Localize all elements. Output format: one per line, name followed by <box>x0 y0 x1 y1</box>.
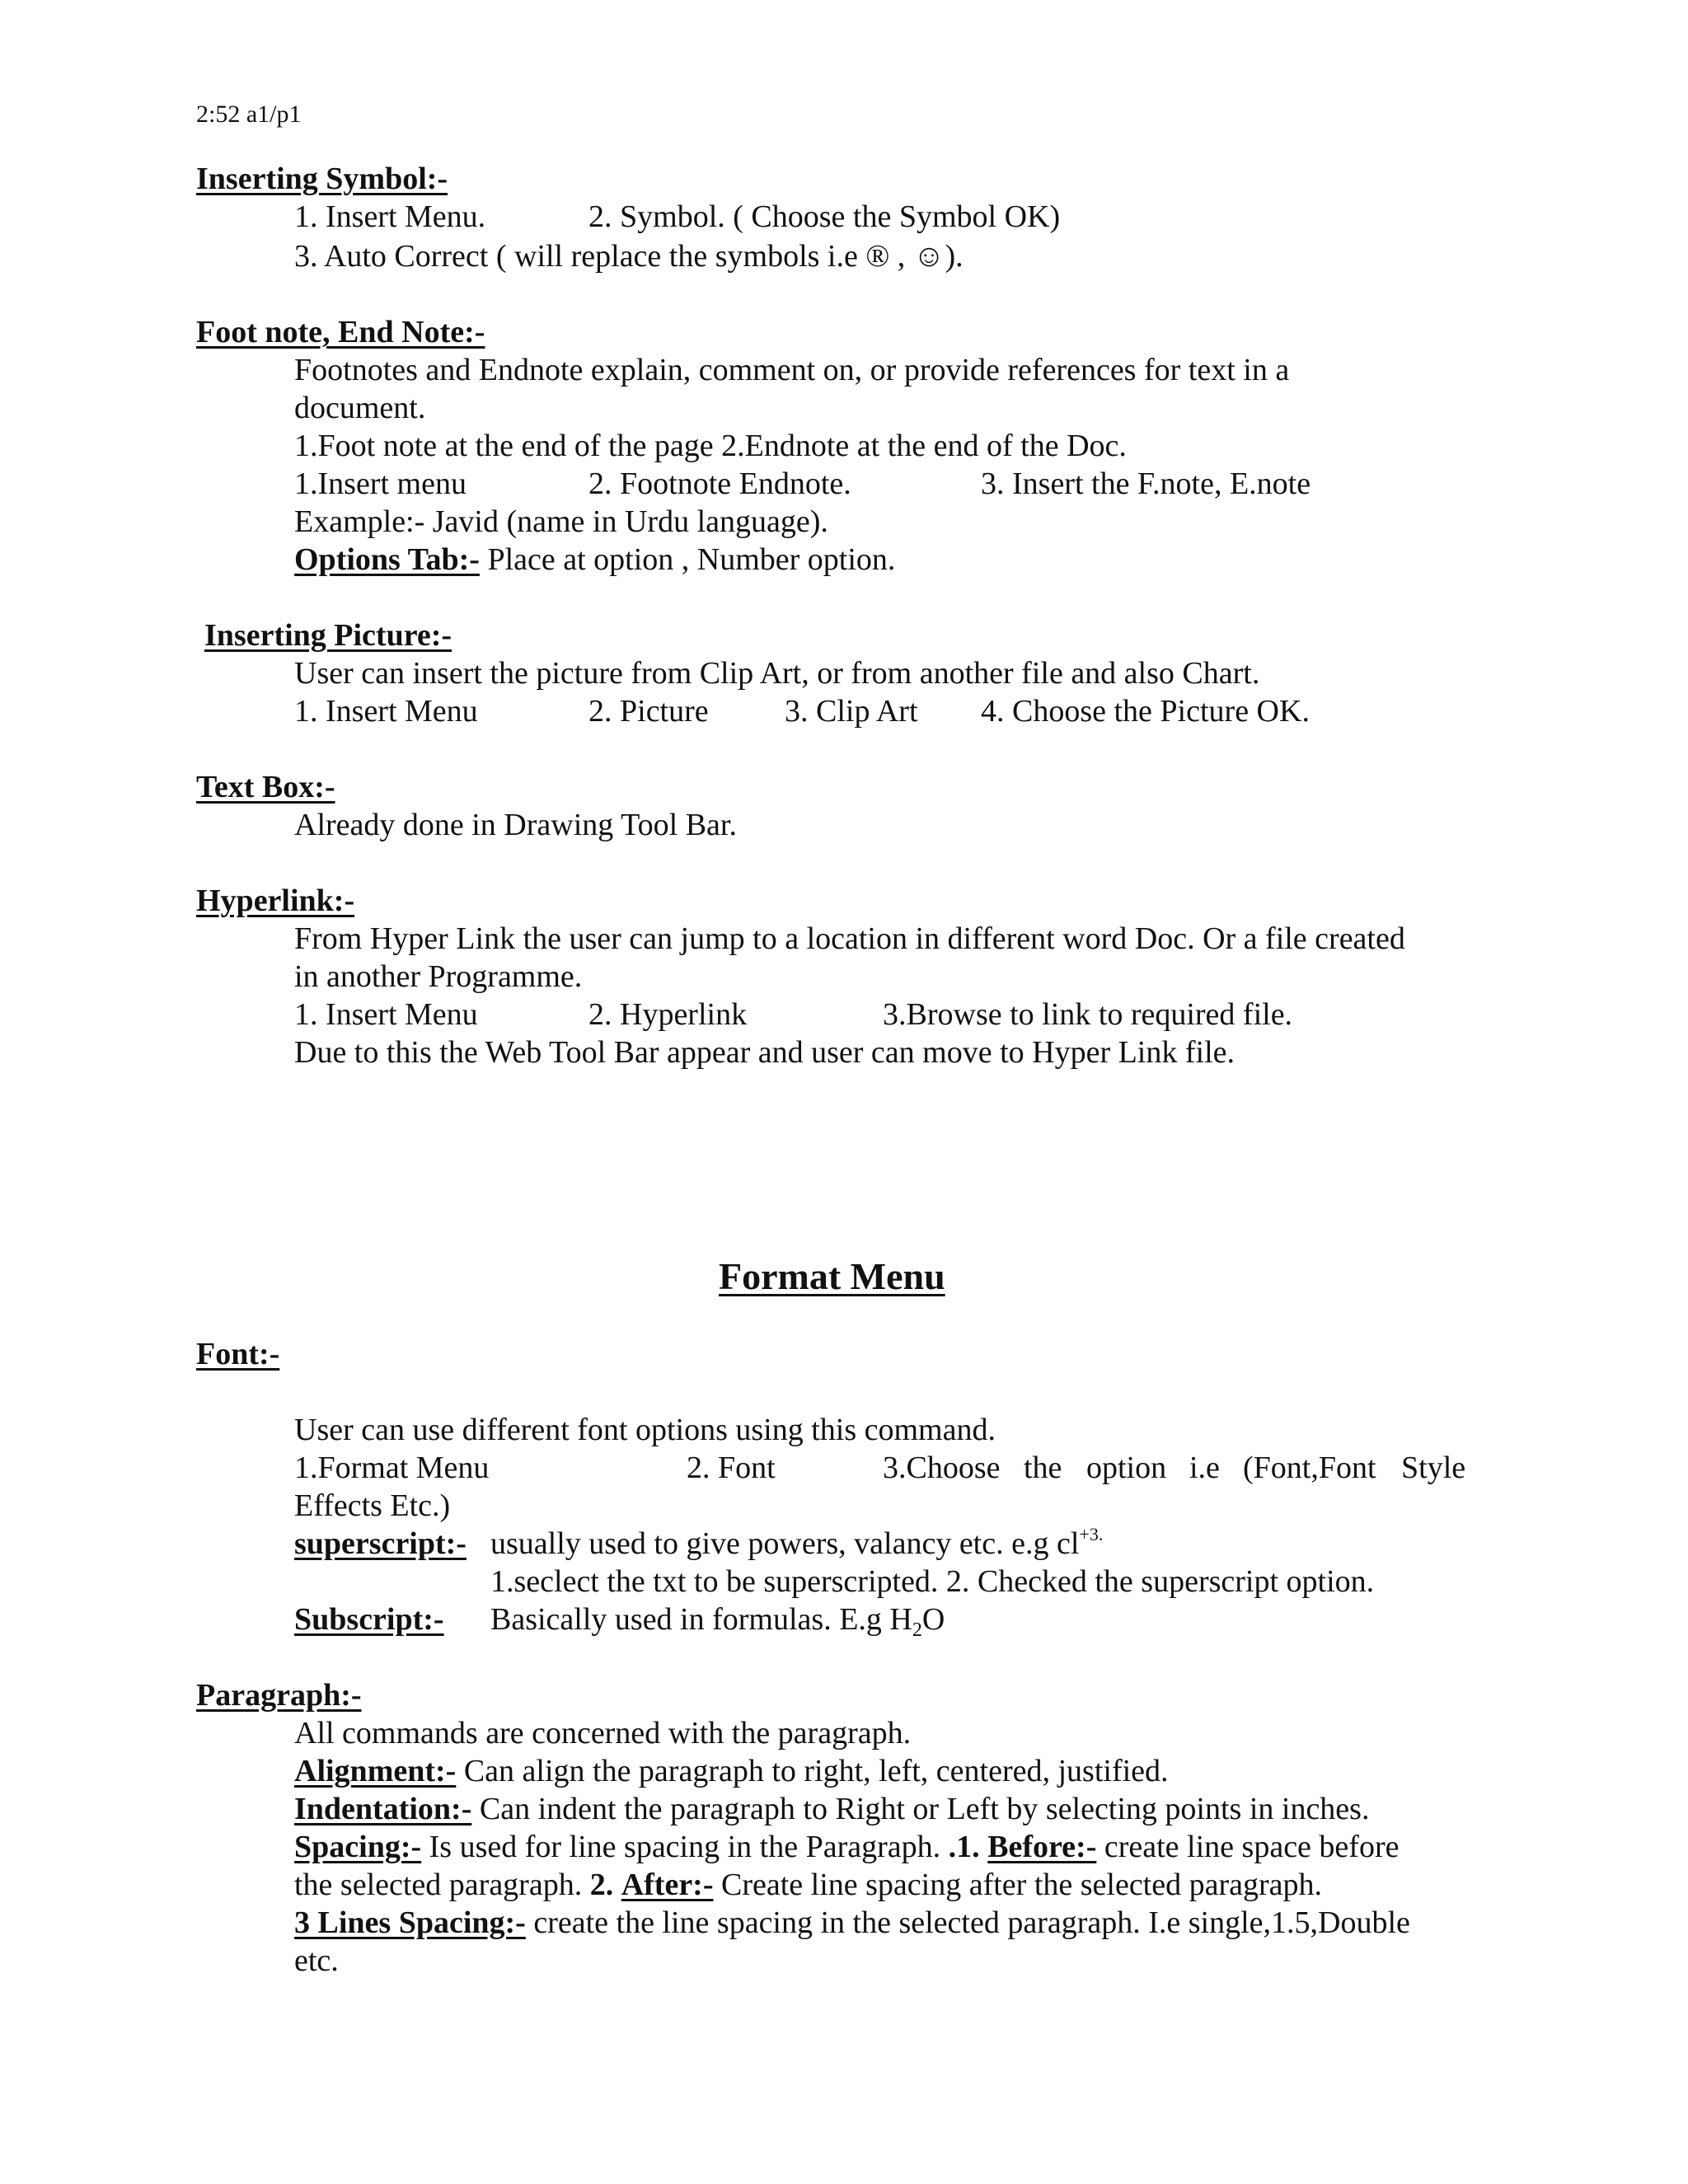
footnote-step-2: 2. Footnote Endnote. <box>588 466 851 501</box>
indentation-text: Can indent the paragraph to Right or Left by selecting points in inches. <box>471 1792 1370 1826</box>
picture-step-1: 1. Insert Menu <box>294 694 478 729</box>
text-box-heading: Text Box:- <box>196 770 335 804</box>
hyperlink-desc-line-1: From Hyper Link the user can jump to a location in different word Doc. Or a file created <box>294 921 1405 956</box>
alignment-label: Alignment:- <box>294 1754 457 1788</box>
after-label: After:- <box>621 1868 714 1902</box>
paragraph-heading: Paragraph:- <box>196 1678 362 1713</box>
superscript-example: +3. <box>1079 1524 1104 1544</box>
after-prefix: the selected paragraph. <box>294 1868 590 1902</box>
after-line <box>294 1869 1322 1900</box>
symbol-step-3: 3. Auto Correct ( will replace the symbols i.e ® , ☺). <box>294 239 964 274</box>
before-text: create line space before <box>1096 1830 1400 1864</box>
subscript-desc: Basically used in formulas. E.g H <box>490 1602 912 1637</box>
font-step-3-word-4: i.e <box>1189 1451 1220 1485</box>
inserting-picture-heading: Inserting Picture:- <box>204 618 452 653</box>
symbol-step-2: 2. Symbol. ( Choose the Symbol OK) <box>588 199 1061 234</box>
picture-step-4: 4. Choose the Picture OK. <box>981 694 1310 729</box>
font-step-3-continued: Effects Etc.) <box>294 1488 451 1523</box>
spacing-line <box>294 1831 1399 1863</box>
hyperlink-step-2: 2. Hyperlink <box>588 997 748 1032</box>
spacing-label: Spacing:- <box>294 1830 422 1864</box>
footnote-desc-line-2: document. <box>294 391 426 425</box>
font-step-3-word-1: 3.Choose <box>883 1451 1001 1485</box>
options-tab-text: Place at option , Number option. <box>479 542 896 577</box>
before-label: Before:- <box>987 1830 1097 1864</box>
spacing-text: Is used for line spacing in the Paragraph. <box>421 1830 949 1864</box>
footnote-step-3: 3. Insert the F.note, E.note <box>981 466 1311 501</box>
superscript-desc-line <box>490 1524 1104 1561</box>
footnote-types: 1.Foot note at the end of the page 2.Endnote at the end of the Doc. <box>294 429 1127 463</box>
footnote-example: Example:- Javid (name in Urdu language). <box>294 504 828 539</box>
subscript-desc-line <box>490 1602 945 1641</box>
picture-step-2: 2. Picture <box>588 694 709 729</box>
after-number: 2. <box>589 1868 614 1902</box>
font-step-1: 1.Format Menu <box>294 1451 490 1485</box>
subscript-tail: O <box>921 1602 945 1637</box>
lines-spacing-text: create the line spacing in the selected paragraph. I.e single,1.5,Double <box>525 1905 1410 1940</box>
superscript-desc: usually used to give powers, valancy etc. e.g cl <box>490 1526 1080 1561</box>
font-desc: User can use different font options using this command. <box>294 1413 996 1447</box>
format-menu-title: Format Menu <box>719 1255 945 1297</box>
hyperlink-heading: Hyperlink:- <box>196 883 355 918</box>
lines-spacing-label: 3 Lines Spacing:- <box>294 1905 526 1940</box>
hyperlink-note: Due to this the Web Tool Bar appear and user can move to Hyper Link file. <box>294 1035 1236 1070</box>
options-tab-line <box>294 544 895 575</box>
indentation-label: Indentation:- <box>294 1792 472 1826</box>
text-box-desc: Already done in Drawing Tool Bar. <box>294 808 737 842</box>
font-step-2: 2. Font <box>687 1451 776 1485</box>
font-step-3-word-3: option <box>1086 1451 1167 1485</box>
hyperlink-step-3: 3.Browse to link to required file. <box>883 997 1293 1032</box>
footnote-desc-line-1: Footnotes and Endnote explain, comment on, or provide references for text in a <box>294 353 1290 387</box>
paragraph-desc: All commands are concerned with the paragraph. <box>294 1716 912 1750</box>
superscript-steps: 1.seclect the txt to be superscripted. 2. Checked the superscript option. <box>490 1564 1375 1599</box>
superscript-label: superscript:- <box>294 1526 467 1561</box>
before-number: .1. <box>948 1830 980 1864</box>
hyperlink-desc-line-2: in another Programme. <box>294 959 583 994</box>
symbol-step-1: 1. Insert Menu. <box>294 199 486 234</box>
font-step-3-word-2: the <box>1024 1451 1062 1485</box>
lines-spacing-continued: etc. <box>294 1943 339 1978</box>
hyperlink-step-1: 1. Insert Menu <box>294 997 478 1032</box>
lines-spacing-line <box>294 1907 1410 1938</box>
subscript-example: 2 <box>912 1619 922 1641</box>
subscript-label: Subscript:- <box>294 1602 444 1637</box>
picture-desc: User can insert the picture from Clip Art, or from another file and also Chart. <box>294 656 1260 691</box>
page-reference: 2:52 a1/p1 <box>196 101 302 128</box>
font-step-3-word-5: (Font,Font <box>1243 1451 1376 1485</box>
picture-step-3: 3. Clip Art <box>785 694 918 729</box>
inserting-symbol-heading: Inserting Symbol:- <box>196 162 448 196</box>
font-step-3-word-6: Style <box>1401 1451 1466 1485</box>
alignment-line <box>294 1755 1169 1787</box>
footnote-step-1: 1.Insert menu <box>294 466 467 501</box>
alignment-text: Can align the paragraph to right, left, centered, justified. <box>456 1754 1169 1788</box>
font-heading: Font:- <box>196 1337 280 1371</box>
footnote-heading: Foot note, End Note:- <box>196 315 485 349</box>
after-text: Create line spacing after the selected paragraph. <box>713 1868 1323 1902</box>
options-tab-label: Options Tab:- <box>294 542 480 577</box>
indentation-line <box>294 1793 1369 1825</box>
